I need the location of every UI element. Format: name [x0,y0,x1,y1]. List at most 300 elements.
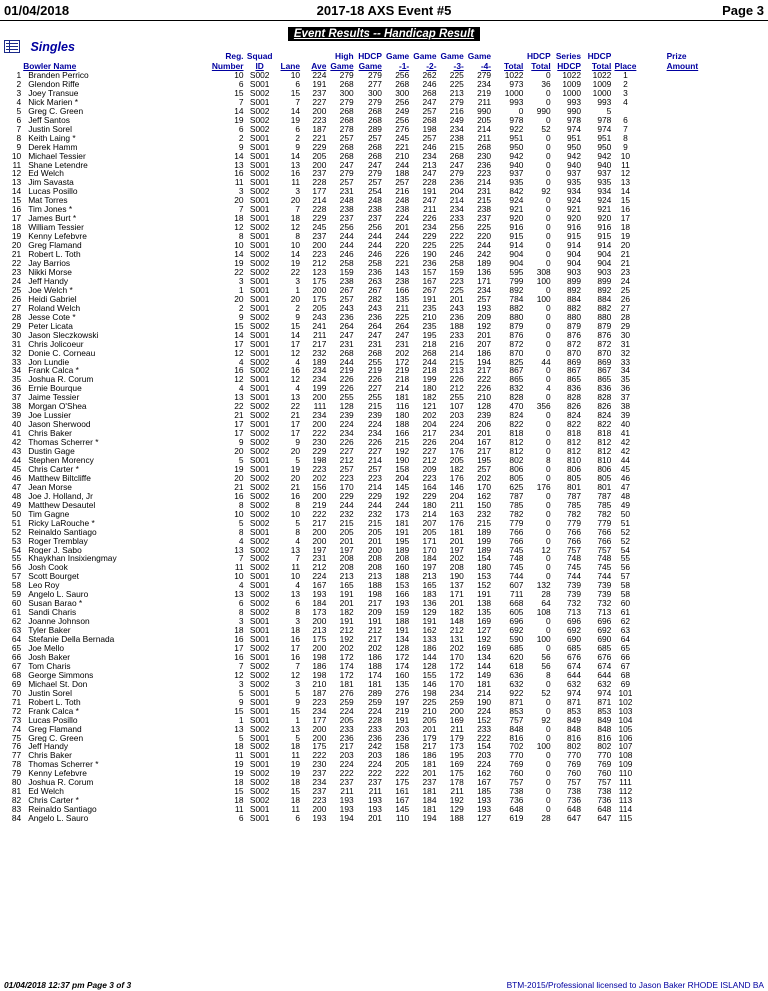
hdcp-game: 193 [367,805,382,815]
average: 156 [312,482,327,492]
squad-id: S001 [249,303,270,313]
hdcp-grand-total: 921 [597,205,612,215]
reg-number: 10 [234,572,244,582]
row-index: 56 [11,563,22,573]
game-2: 167 [422,276,437,286]
total: 745 [509,563,524,573]
reg-number: 8 [238,500,244,510]
place: 4 [623,97,628,107]
game-3: 256 [449,223,464,233]
hdcp-total: 8 [546,670,551,680]
lane: 11 [291,751,301,761]
row-index: 48 [11,491,22,501]
prize-amount [639,169,764,178]
table-row [4,572,764,581]
table-row [4,635,764,644]
game-4: 170 [477,482,492,492]
reg-number: 4 [238,384,244,394]
total: 668 [509,599,524,609]
game-4: 222 [477,375,492,385]
lane: 10 [290,241,301,251]
row-index: 37 [11,393,22,403]
game-1: 218 [395,375,410,385]
bowler-name: Ricky LaRouche * [28,518,95,528]
series-hdcp: 782 [567,509,581,519]
reg-number: 7 [238,205,244,215]
game-2: 246 [422,79,437,89]
row-index: 42 [11,438,22,448]
prize-amount [639,384,764,393]
total: 882 [509,303,524,313]
series-hdcp: 904 [567,259,581,268]
game-1: 201 [395,223,410,233]
series-hdcp: 974 [567,688,581,698]
game-2: 186 [422,644,437,653]
reg-number: 12 [234,670,244,680]
place: 39 [620,411,631,421]
game-1: 153 [395,581,410,591]
game-1: 190 [395,455,410,465]
game-2: 223 [422,473,437,483]
total: 745 [509,545,524,555]
table-header [4,52,764,71]
series-hdcp: 915 [567,232,581,242]
squad-id: S002 [249,778,270,788]
total: 620 [509,652,524,662]
game-4: 205 [477,115,492,125]
average: 187 [312,124,327,134]
row-index: 71 [11,697,22,707]
lane: 8 [295,232,301,242]
prize-amount [639,537,764,546]
prize-amount [639,572,764,581]
prize-amount [639,805,764,814]
hdcp-game: 244 [367,500,382,510]
hdcp-grand-total: 867 [597,366,612,376]
bowler-name: Frank Calca * [28,366,79,376]
game-4: 279 [477,71,492,80]
reg-number: 6 [238,79,244,89]
game-2: 210 [422,312,437,322]
game-1: 145 [395,805,410,815]
hdcp-game: 181 [367,679,382,689]
reg-number: 14 [234,151,244,161]
reg-number: 2 [238,303,244,313]
game-1: 244 [395,500,410,510]
game-4: 268 [477,142,492,152]
hdcp-grand-total: 904 [597,259,612,268]
game-3: 175 [449,769,464,779]
prize-amount [639,644,764,653]
row-index: 68 [11,670,22,680]
average: 227 [312,97,327,107]
game-3: 201 [449,599,464,609]
game-1: 197 [395,697,410,707]
game-1: 116 [395,402,410,412]
game-2: 268 [422,88,437,98]
squad-id: S001 [249,178,270,188]
reg-number: 14 [234,250,244,260]
bowler-name: Matthew Desautel [28,500,96,510]
prize-amount [639,501,764,510]
game-4: 219 [477,88,492,98]
game-1: 193 [395,599,410,609]
prize-amount [639,116,764,125]
prize-amount [639,716,764,725]
game-2: 213 [422,572,437,582]
squad-id: S001 [249,393,270,403]
table-row [4,322,764,331]
reg-number: 15 [234,706,244,716]
reg-number: 4 [238,357,244,367]
series-hdcp: 836 [567,384,581,394]
game-1: 225 [395,312,410,322]
prize-amount [639,143,764,152]
squad-id: S002 [249,554,270,564]
reg-number: 15 [234,321,244,331]
place: 21 [620,259,631,268]
reg-number: 22 [234,267,244,277]
place: 102 [618,697,633,707]
prize-amount [639,680,764,689]
average: 200 [312,420,327,430]
squad-id: S001 [249,455,270,465]
row-index: 13 [11,178,22,188]
game-3: 226 [449,375,464,385]
game-3: 211 [450,500,464,510]
hdcp-grand-total: 934 [597,187,612,197]
place: 104 [618,715,633,725]
hdcp-game: 188 [367,661,382,671]
table-row [4,286,764,295]
high-game: 279 [339,97,354,107]
bowler-name: Matthew Biltcliffe [28,473,91,483]
game-1: 160 [395,563,410,573]
game-2: 184 [422,796,437,806]
bowler-name: Jeff Handy [28,742,69,752]
place: 50 [620,509,631,519]
squad-id: S001 [249,79,270,89]
game-2: 247 [422,196,437,206]
game-3: 146 [449,482,464,492]
hdcp-game: 277 [367,79,382,89]
hdcp-total: 0 [546,572,551,582]
table-row [4,608,764,617]
total: 1022 [504,71,524,80]
reg-number: 19 [234,464,244,474]
table-row [4,384,764,393]
high-game: 165 [339,581,354,591]
place: 41 [620,429,631,439]
hdcp-total: 0 [546,769,551,779]
high-game: 236 [339,312,354,322]
hdcp-game: 201 [367,814,382,824]
hdcp-total: 0 [546,760,551,770]
bowler-name: Ernie Bourque [28,384,82,394]
row-index: 52 [11,527,22,537]
place: 15 [620,196,631,206]
bowler-name: Chris Carter * [28,796,79,806]
game-3: 202 [449,644,464,653]
row-index: 25 [11,285,22,295]
hdcp-total: 0 [546,787,551,797]
page-header [4,3,764,19]
hdcp-game: 246 [367,250,382,260]
total: 736 [509,796,524,806]
bowler-name: Kenny Lefebvre [28,769,87,779]
game-1: 160 [395,670,410,680]
reg-number: 8 [238,608,244,618]
place: 12 [620,169,631,179]
high-game: 268 [339,348,354,358]
reg-number: 6 [238,124,244,134]
prize-amount [639,366,764,375]
hdcp-grand-total: 937 [597,169,612,179]
place: 111 [619,778,632,788]
hdcp-grand-total: 974 [597,688,612,698]
reg-number: 13 [234,545,244,555]
hdcp-game: 233 [367,724,382,734]
hdcp-total: 0 [546,679,551,689]
game-2: 184 [422,554,437,564]
total: 805 [509,473,524,483]
hdcp-total: 100 [536,742,551,752]
squad-id: S002 [249,357,270,367]
squad-id: S001 [249,652,270,662]
table-row [4,393,764,402]
row-index: 24 [11,276,22,286]
series-hdcp: 739 [567,581,581,591]
header-divider [0,20,768,21]
high-game: 236 [339,733,354,743]
high-game: 268 [339,142,354,152]
game-4: 990 [477,106,492,116]
game-2: 181 [422,805,437,815]
lane: 7 [295,205,301,215]
place: 62 [620,617,631,627]
average: 222 [312,751,327,761]
squad-id: S001 [249,760,270,770]
series-hdcp: 787 [567,491,581,501]
row-index: 35 [11,375,22,385]
series-hdcp: 848 [567,724,581,734]
series-hdcp: 632 [567,679,581,689]
reg-number: 19 [234,769,244,779]
col-place: Place [614,60,637,71]
place: 58 [620,581,631,591]
series-hdcp: 916 [567,223,581,233]
hdcp-total: 64 [541,599,551,609]
hdcp-game: 267 [367,285,382,295]
place: 101 [618,688,633,698]
game-1: 188 [395,572,410,582]
table-row [4,214,764,223]
high-game: 227 [339,447,354,456]
place: 112 [618,787,633,797]
bowler-name: Thomas Scherrer * [28,438,99,448]
table-row [4,241,764,250]
hdcp-game: 257 [367,133,382,143]
place: 1 [623,71,628,80]
reg-number: 3 [238,617,244,627]
game-1: 221 [395,259,410,268]
row-index: 9 [16,142,22,152]
bowler-name: Robert L. Toth [28,697,81,707]
game-1: 181 [395,518,410,528]
high-game: 268 [339,79,354,89]
game-3: 234 [449,205,464,215]
table-row [4,662,764,671]
game-1: 166 [395,429,410,439]
row-index: 44 [11,455,22,465]
row-index: 57 [11,572,22,582]
total: 816 [509,733,524,743]
high-game: 276 [339,688,354,698]
game-1: 216 [395,187,410,197]
game-3: 179 [449,733,464,743]
game-3: 159 [449,267,464,277]
game-2: 144 [422,652,437,662]
hdcp-grand-total: 648 [597,805,612,815]
game-4: 231 [477,187,492,197]
series-hdcp: 853 [567,706,581,716]
total: 872 [509,339,524,349]
game-2: 133 [422,635,437,644]
high-game: 256 [339,223,354,233]
prize-amount [639,205,764,214]
game-3: 176 [449,518,464,528]
prize-amount [639,322,764,331]
prize-amount [639,420,764,429]
lane: 19 [290,760,301,770]
place: 19 [620,232,631,242]
hdcp-grand-total: 935 [597,178,612,188]
hdcp-total: 0 [546,491,551,501]
hdcp-total: 0 [546,438,551,448]
high-game: 257 [339,133,354,143]
row-index: 74 [11,724,22,734]
row-index: 29 [11,321,22,331]
hdcp-game: 222 [367,769,382,779]
average: 223 [312,250,327,260]
place: 42 [620,447,631,456]
game-4: 181 [477,679,492,689]
total: 825 [509,357,524,367]
place: 49 [620,500,631,510]
hdcp-total: 0 [546,321,551,331]
row-index: 11 [12,160,22,170]
average: 234 [312,375,327,385]
lane: 15 [290,321,301,331]
game-3: 204 [449,438,464,448]
average: 223 [312,464,327,474]
row-index: 5 [16,106,22,116]
table-row [4,313,764,322]
reg-number: 4 [238,536,244,546]
game-3: 129 [449,805,464,815]
game-2: 244 [422,357,437,367]
game-1: 128 [395,644,410,653]
squad-id: S002 [249,724,270,734]
prize-amount [639,581,764,590]
hdcp-total: 0 [546,151,551,161]
high-game: 244 [339,500,354,510]
hdcp-total: 92 [541,187,551,197]
table-row [4,71,764,80]
game-3: 268 [449,151,464,161]
average: 193 [312,814,327,824]
place: 106 [618,733,633,743]
total: 828 [509,393,524,403]
average: 237 [312,88,327,98]
hdcp-grand-total: 822 [597,420,612,430]
high-game: 205 [339,715,354,725]
series-hdcp: 822 [567,420,581,430]
total: 757 [509,778,524,788]
game-2: 162 [422,626,437,636]
total: 760 [509,769,524,779]
game-1: 268 [395,79,410,89]
series-hdcp: 801 [567,482,581,492]
bowler-name: Frank Calca * [28,706,79,716]
table-row [4,80,764,89]
place: 33 [620,357,631,367]
bowler-name: William Tessier [28,223,84,233]
hdcp-total: 0 [546,339,551,349]
game-1: 238 [395,205,410,215]
average: 228 [312,178,327,188]
table-row [4,725,764,734]
row-index: 77 [11,751,22,761]
game-2: 226 [422,214,437,224]
table-row [4,778,764,787]
squad-id: S001 [249,527,270,537]
lane: 5 [295,455,301,465]
series-hdcp: 950 [567,142,581,152]
hdcp-game: 236 [367,267,382,277]
row-index: 72 [11,706,22,716]
bowler-name: Jason Sleczkowski [28,330,99,340]
hdcp-total: 0 [546,259,551,268]
lane: 3 [295,617,301,627]
series-hdcp: 757 [567,545,581,555]
prize-amount [639,304,764,313]
prize-amount [639,474,764,483]
total: 937 [509,169,524,179]
squad-id: S002 [249,563,270,573]
reg-number: 6 [238,599,244,609]
prize-amount [639,563,764,572]
game-4: 215 [477,196,492,206]
high-game: 231 [339,339,354,349]
hdcp-game: 289 [367,124,382,134]
series-hdcp: 766 [567,536,581,546]
hdcp-grand-total: 1009 [592,79,612,89]
hdcp-game: 209 [367,608,382,618]
hdcp-grand-total: 882 [597,303,612,313]
game-3: 195 [449,751,464,761]
squad-id: S001 [249,626,270,636]
squad-id: S001 [249,572,270,582]
row-index: 73 [11,715,22,725]
table-row [4,716,764,725]
game-3: 204 [449,187,464,197]
prize-amount [639,223,764,232]
high-game: 224 [339,420,354,430]
lane: 6 [295,814,301,824]
game-2: 228 [422,178,437,188]
bowler-name: Joanne Johnson [28,617,90,627]
